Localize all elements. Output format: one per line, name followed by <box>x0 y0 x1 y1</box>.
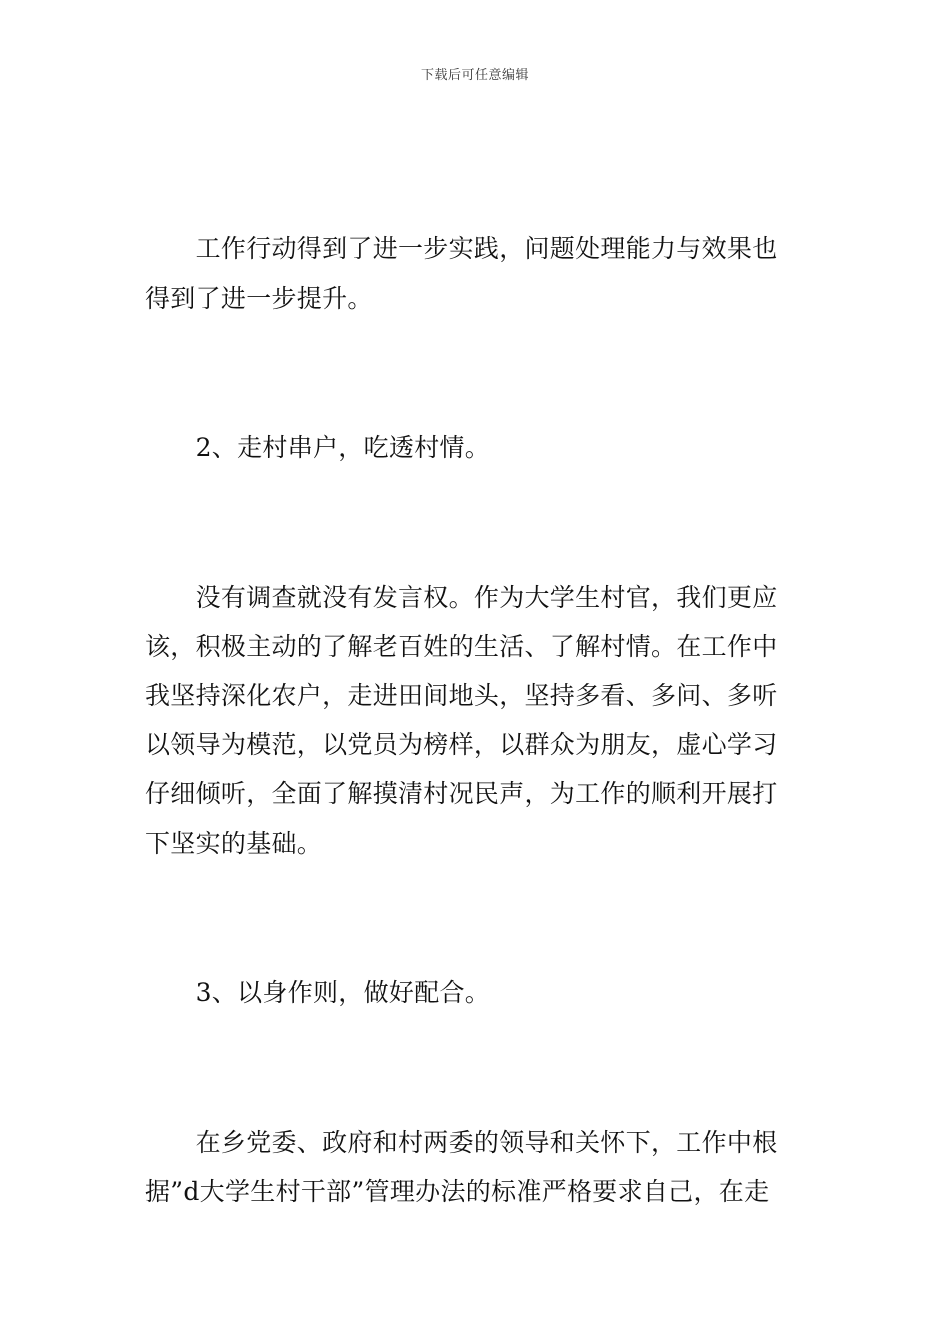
paragraph-line: 以领导为模范，以党员为榜样，以群众为朋友，虚心学习 <box>145 730 778 759</box>
paragraph-line: 工作行动得到了进一步实践，问题处理能力与效果也 <box>145 234 778 263</box>
page-header: 下载后可任意编辑 <box>420 68 529 83</box>
paragraph-line: 没有调查就没有发言权。作为大学生村官，我们更应 <box>145 583 778 612</box>
paragraph-line: 得到了进一步提升。 <box>145 284 373 313</box>
paragraph-line: 该，积极主动的了解老百姓的生活、了解村情。在工作中 <box>145 632 778 661</box>
section-heading: 2、走村串户，吃透村情。 <box>145 433 491 462</box>
section-heading: 3、以身作则，做好配合。 <box>145 978 491 1007</box>
paragraph-line: 据”d大学生村干部”管理办法的标准严格要求自己，在走 <box>145 1177 770 1206</box>
paragraph-line: 下坚实的基础。 <box>145 829 323 858</box>
paragraph-line: 在乡党委、政府和村两委的领导和关怀下，工作中根 <box>145 1128 778 1157</box>
paragraph-line: 仔细倾听，全面了解摸清村况民声，为工作的顺利开展打 <box>145 779 778 808</box>
paragraph-line: 我坚持深化农户，走进田间地头，坚持多看、多问、多听 <box>145 681 778 710</box>
